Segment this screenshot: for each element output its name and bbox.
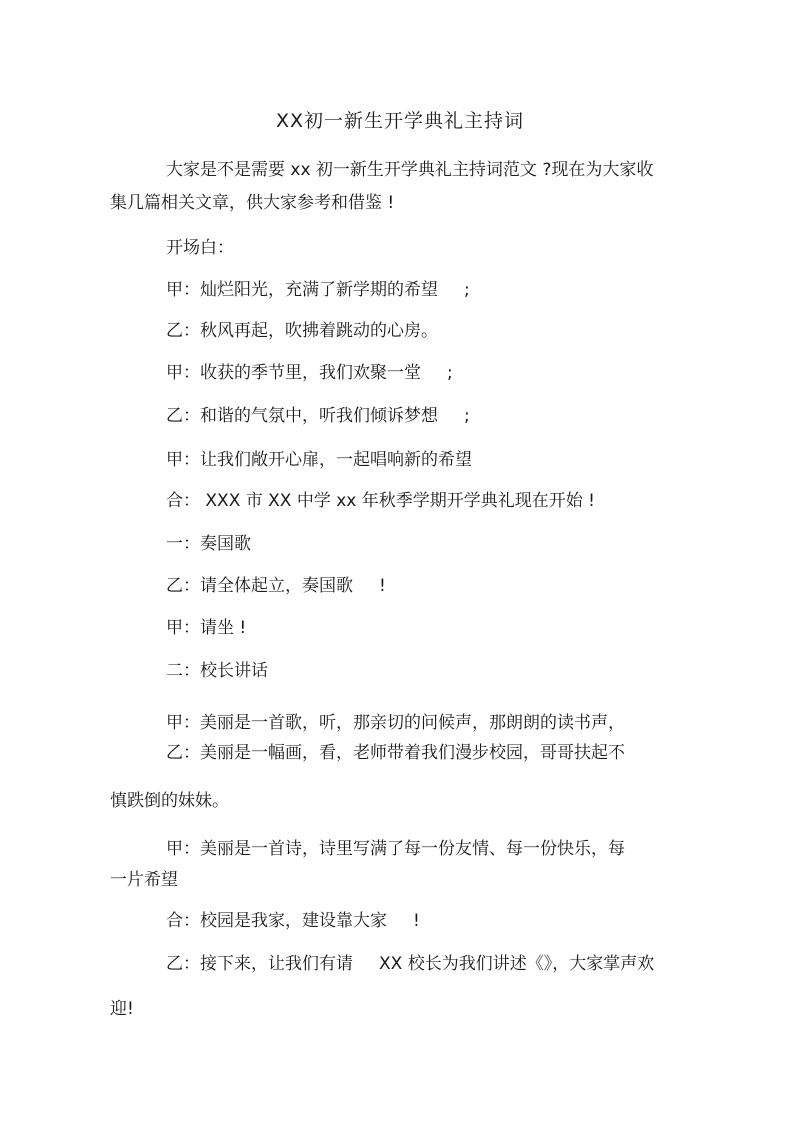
dialogue-line [166, 575, 386, 597]
dialogue-continuation: 一片希望 [110, 870, 178, 890]
dialogue-tail: ! [379, 576, 386, 596]
dialogue-line: 乙：美丽是一幅画，看，老师带着我们漫步校园，哥哥扶起不 [166, 743, 625, 763]
document-title: XX初一新生开学典礼主持词 [275, 110, 525, 132]
dialogue-line [166, 279, 470, 301]
dialogue-text: 甲：灿烂阳光，充满了新学期的希望 [166, 280, 438, 300]
dialogue-line [166, 405, 470, 427]
dialogue-text: XX 校长为我们讲述《》，大家掌声欢 [379, 954, 655, 974]
dialogue-line: 甲：让我们敞开心扉，一起唱响新的希望 [166, 450, 472, 470]
dialogue-line [166, 362, 453, 384]
dialogue-line [166, 953, 654, 975]
section-heading: 一：奏国歌 [166, 534, 251, 554]
dialogue-head: 乙：接下来，让我们有请 [166, 954, 353, 974]
dialogue-text: 甲：收获的季节里，我们欢聚一堂 [166, 363, 421, 383]
dialogue-line: 合： XXX 市 XX 中学 xx 年秋季学期开学典礼现在开始 ! [166, 491, 595, 511]
intro-line-1: 大家是不是需要 xx 初一新生开学典礼主持词范文 ?现在为大家收 [166, 160, 654, 180]
opening-label: 开场白： [166, 238, 234, 258]
section-heading: 二：校长讲话 [166, 661, 268, 681]
dialogue-text: 乙：和谐的气氛中，听我们倾诉梦想 [166, 406, 438, 426]
dialogue-tail: ; [464, 280, 470, 300]
dialogue-continuation: 迎! [110, 999, 134, 1019]
dialogue-line: 乙：秋风再起，吹拂着跳动的心房。 [166, 321, 438, 341]
dialogue-line: 甲：请坐 ! [166, 618, 247, 638]
dialogue-continuation: 慎跌倒的妹妹。 [110, 791, 229, 811]
intro-line-2: 集几篇相关文章，供大家参考和借鉴 ! [110, 193, 395, 213]
dialogue-tail: ; [447, 363, 453, 383]
dialogue-line [166, 910, 420, 932]
dialogue-tail: ; [464, 406, 470, 426]
dialogue-text: 乙：请全体起立，奏国歌 [166, 576, 353, 596]
dialogue-tail: ! [413, 911, 420, 931]
dialogue-line: 甲：美丽是一首诗，诗里写满了每一份友情、每一份快乐，每 [166, 839, 625, 859]
dialogue-line: 甲：美丽是一首歌，听，那亲切的问候声，那朗朗的读书声， [166, 713, 625, 733]
dialogue-text: 合：校园是我家，建设靠大家 [166, 911, 387, 931]
